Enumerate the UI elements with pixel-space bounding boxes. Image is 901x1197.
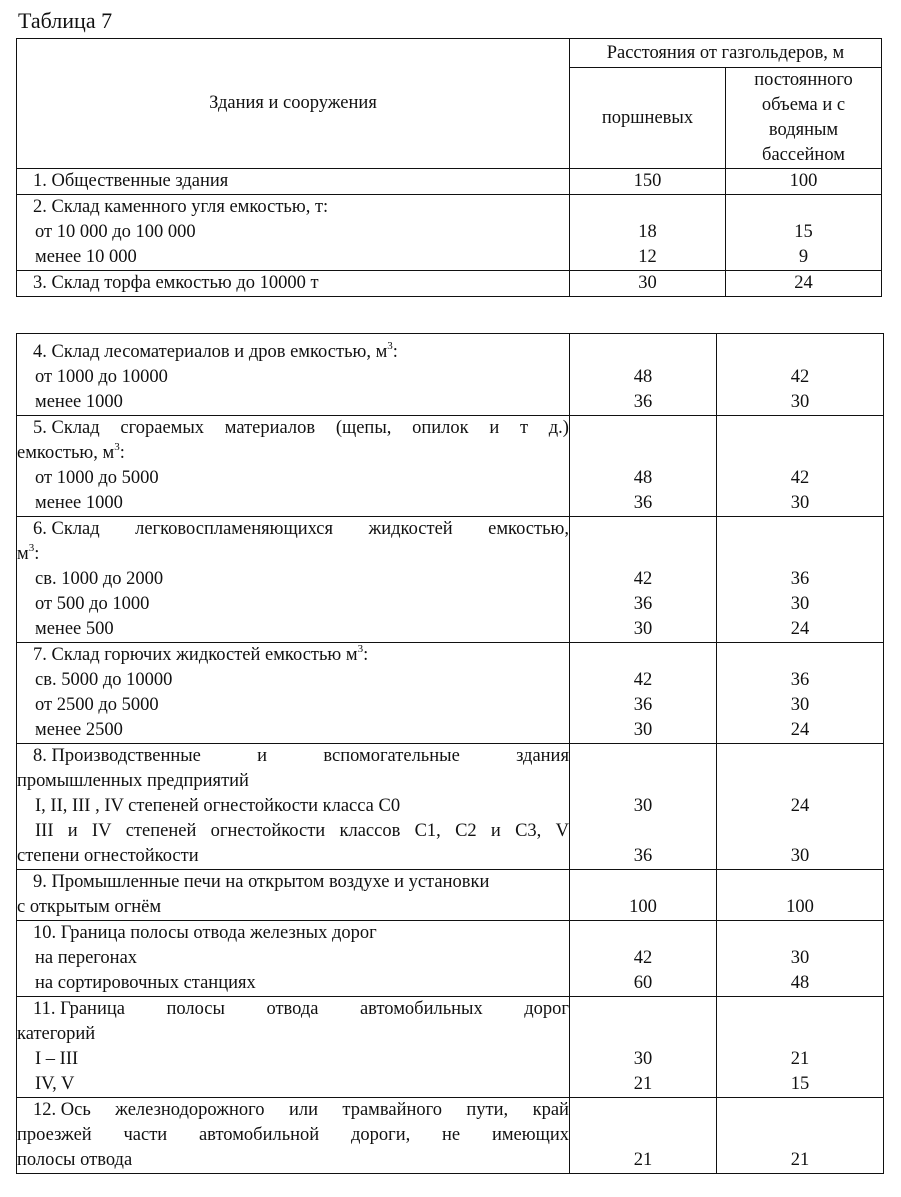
table-row bbox=[17, 169, 882, 195]
header-distance-label: Расстояния от газгольдеров, м bbox=[606, 42, 845, 63]
value-constant: 36 bbox=[790, 568, 810, 589]
word: классов bbox=[339, 820, 401, 841]
word: или bbox=[288, 1099, 318, 1120]
value-piston: 30 bbox=[633, 719, 653, 740]
row-label-text: емкостью, м bbox=[17, 442, 115, 463]
table-row bbox=[17, 415, 884, 516]
word: степеней bbox=[125, 820, 197, 841]
word: полосы bbox=[166, 998, 225, 1019]
row-label-end: : bbox=[363, 644, 369, 665]
value-constant: 15 bbox=[794, 222, 813, 242]
word: край bbox=[532, 1099, 569, 1120]
word: железнодорожного bbox=[115, 1099, 265, 1120]
word: и bbox=[257, 745, 268, 766]
row-sublabel: менее 2500 bbox=[35, 719, 123, 740]
word: имеющих bbox=[491, 1124, 569, 1145]
word: пути, bbox=[466, 1099, 509, 1120]
row-label-end: : bbox=[119, 442, 125, 463]
value-piston: 30 bbox=[638, 273, 657, 293]
row-sublabel: I, II, III , IV степеней огнестойкости класса С0 bbox=[35, 795, 401, 816]
value-constant: 30 bbox=[790, 845, 810, 866]
word: трамвайного bbox=[342, 1099, 442, 1120]
superscript: 3 bbox=[114, 440, 120, 453]
value-piston: 42 bbox=[633, 669, 653, 690]
superscript: 3 bbox=[387, 339, 393, 352]
value-constant: 24 bbox=[790, 719, 810, 740]
value-constant: 24 bbox=[790, 795, 810, 816]
value-piston: 36 bbox=[633, 694, 653, 715]
row-label-continued: промышленных предприятий bbox=[17, 770, 249, 791]
row-label-end: : bbox=[392, 341, 398, 362]
header-constant-line: объема и с bbox=[761, 95, 846, 115]
word: сгораемых bbox=[120, 417, 205, 438]
value-constant: 48 bbox=[790, 972, 810, 993]
table-row bbox=[17, 1097, 884, 1173]
row-label: 9. Промышленные печи на открытом воздухе и установки bbox=[33, 871, 490, 892]
word: 11. Граница bbox=[33, 998, 125, 1019]
value-piston: 30 bbox=[633, 1048, 653, 1069]
row-sublabel: св. 1000 до 2000 bbox=[35, 568, 164, 589]
row-label: 2. Склад каменного угля емкостью, т: bbox=[33, 197, 329, 217]
row-label-end: : bbox=[34, 543, 40, 564]
word: проезжей bbox=[17, 1124, 92, 1145]
table-row bbox=[17, 869, 884, 920]
row-sublabel: I – III bbox=[35, 1048, 79, 1069]
header-constant-line: бассейном bbox=[762, 145, 845, 165]
value-constant: 24 bbox=[790, 618, 810, 639]
table-caption: Таблица 7 bbox=[18, 8, 113, 33]
table-row bbox=[17, 516, 884, 642]
word: т bbox=[519, 417, 529, 438]
word: С2 bbox=[455, 820, 477, 841]
word: 5. Склад bbox=[33, 417, 100, 438]
value-constant: 100 bbox=[789, 171, 818, 191]
table-row bbox=[17, 642, 884, 743]
word: 6. Склад bbox=[33, 518, 100, 539]
value-piston: 42 bbox=[633, 947, 653, 968]
row-sublabel: IV, V bbox=[35, 1073, 75, 1094]
word: V bbox=[555, 820, 569, 841]
table-part-1 bbox=[16, 38, 882, 297]
row-label-continued: с открытым огнём bbox=[17, 896, 162, 917]
word: не bbox=[442, 1124, 461, 1145]
word: 8. Производственные bbox=[33, 745, 201, 766]
value-piston: 48 bbox=[633, 366, 653, 387]
word: материалов bbox=[224, 417, 316, 438]
row-sublabel: от 1000 до 10000 bbox=[35, 366, 168, 387]
row-label-continued: полосы отвода bbox=[17, 1149, 133, 1170]
table-row bbox=[17, 920, 884, 996]
row-label-continued: категорий bbox=[17, 1023, 96, 1044]
value-piston: 21 bbox=[633, 1149, 653, 1170]
header-distance-group bbox=[570, 39, 882, 68]
word: и bbox=[67, 820, 78, 841]
value-piston: 18 bbox=[638, 222, 657, 242]
word: жидкостей bbox=[368, 518, 453, 539]
row-label bbox=[17, 643, 569, 668]
table-row bbox=[17, 996, 884, 1097]
word: (щепы, bbox=[335, 417, 392, 438]
row-label-justified bbox=[17, 416, 569, 441]
word: С3, bbox=[515, 820, 542, 841]
value-piston: 100 bbox=[629, 896, 657, 917]
value-piston: 36 bbox=[633, 845, 653, 866]
value-constant: 30 bbox=[790, 694, 810, 715]
value-piston: 30 bbox=[633, 795, 653, 816]
value-constant: 15 bbox=[790, 1073, 810, 1094]
row-label bbox=[17, 340, 569, 365]
header-piston bbox=[570, 68, 726, 169]
word: опилок bbox=[412, 417, 469, 438]
row-sublabel: от 500 до 1000 bbox=[35, 593, 150, 614]
row-sublabel: на сортировочных станциях bbox=[35, 972, 256, 993]
value-constant: 9 bbox=[798, 247, 809, 267]
row-label-continued bbox=[17, 441, 569, 466]
value-constant: 21 bbox=[790, 1149, 810, 1170]
word: дороги, bbox=[350, 1124, 411, 1145]
word: С1, bbox=[414, 820, 441, 841]
row-sublabel-justified bbox=[17, 819, 569, 844]
table-row bbox=[17, 340, 884, 416]
word: части bbox=[123, 1124, 168, 1145]
value-piston: 12 bbox=[638, 247, 657, 267]
word: автомобильных bbox=[359, 998, 483, 1019]
value-piston: 36 bbox=[633, 492, 653, 513]
header-buildings bbox=[17, 39, 570, 169]
row-sublabel: от 10 000 до 100 000 bbox=[35, 222, 196, 242]
word: дорог bbox=[524, 998, 569, 1019]
value-piston: 30 bbox=[633, 618, 653, 639]
superscript: 3 bbox=[357, 642, 364, 655]
word: и bbox=[489, 417, 500, 438]
row-sublabel: менее 1000 bbox=[35, 492, 123, 513]
row-label-text: м bbox=[17, 543, 29, 564]
value-piston: 48 bbox=[633, 467, 653, 488]
word: автомобильной bbox=[198, 1124, 320, 1145]
word: д.) bbox=[548, 417, 569, 438]
table-row bbox=[17, 743, 884, 869]
value-constant: 24 bbox=[794, 273, 813, 293]
value-constant: 30 bbox=[790, 593, 810, 614]
row-label-justified bbox=[17, 1123, 569, 1148]
value-piston: 36 bbox=[633, 391, 653, 412]
value-constant: 30 bbox=[790, 492, 810, 513]
row-label-justified bbox=[17, 997, 569, 1022]
value-piston: 36 bbox=[633, 593, 653, 614]
header-constant-line: постоянного bbox=[754, 70, 853, 90]
row-label-justified bbox=[17, 744, 569, 769]
value-piston: 60 bbox=[633, 972, 653, 993]
header-constant-volume bbox=[726, 68, 882, 169]
row-sublabel: от 1000 до 5000 bbox=[35, 467, 159, 488]
row-label-text: 4. Склад лесоматериалов и дров емкостью, м bbox=[33, 341, 388, 362]
table-row bbox=[17, 195, 882, 271]
word: здания bbox=[516, 745, 569, 766]
word: III bbox=[35, 820, 54, 841]
header-buildings-label: Здания и сооружения bbox=[209, 93, 377, 113]
superscript: 3 bbox=[28, 541, 35, 554]
row-label: 3. Склад торфа емкостью до 10000 т bbox=[33, 273, 319, 293]
row-sublabel: на перегонах bbox=[35, 947, 138, 968]
row-sublabel: менее 10 000 bbox=[35, 247, 137, 267]
value-constant: 36 bbox=[790, 669, 810, 690]
word: огнестойкости bbox=[210, 820, 326, 841]
word: отвода bbox=[266, 998, 319, 1019]
value-constant: 30 bbox=[790, 947, 810, 968]
row-sublabel: от 2500 до 5000 bbox=[35, 694, 159, 715]
table-row bbox=[17, 271, 882, 297]
word: 12. Ось bbox=[33, 1099, 91, 1120]
value-constant: 30 bbox=[790, 391, 810, 412]
value-constant: 42 bbox=[790, 366, 810, 387]
value-constant: 100 bbox=[786, 896, 814, 917]
word: и bbox=[490, 820, 501, 841]
table-part-2 bbox=[16, 333, 884, 1174]
row-label-justified bbox=[17, 517, 569, 542]
row-sublabel: менее 500 bbox=[35, 618, 114, 639]
value-constant: 42 bbox=[790, 467, 810, 488]
row-label-text: 7. Склад горючих жидкостей емкостью м bbox=[33, 644, 358, 665]
row-label: 10. Граница полосы отвода железных дорог bbox=[33, 922, 377, 943]
word: емкостью, bbox=[488, 518, 569, 539]
row-label-continued bbox=[17, 542, 569, 567]
header-constant-line: водяным bbox=[768, 120, 839, 140]
header-piston-label: поршневых bbox=[601, 107, 694, 128]
value-piston: 150 bbox=[633, 171, 662, 191]
value-piston: 21 bbox=[633, 1073, 653, 1094]
word: легковоспламеняющихся bbox=[135, 518, 334, 539]
row-label-continued: степени огнестойкости bbox=[17, 845, 199, 866]
word: вспомогательные bbox=[323, 745, 460, 766]
row-sublabel: св. 5000 до 10000 bbox=[35, 669, 173, 690]
row-label: 1. Общественные здания bbox=[33, 171, 229, 191]
value-piston: 42 bbox=[633, 568, 653, 589]
value-constant: 21 bbox=[790, 1048, 810, 1069]
row-sublabel: менее 1000 bbox=[35, 391, 123, 412]
row-label-justified bbox=[17, 1098, 569, 1123]
word: IV bbox=[91, 820, 112, 841]
